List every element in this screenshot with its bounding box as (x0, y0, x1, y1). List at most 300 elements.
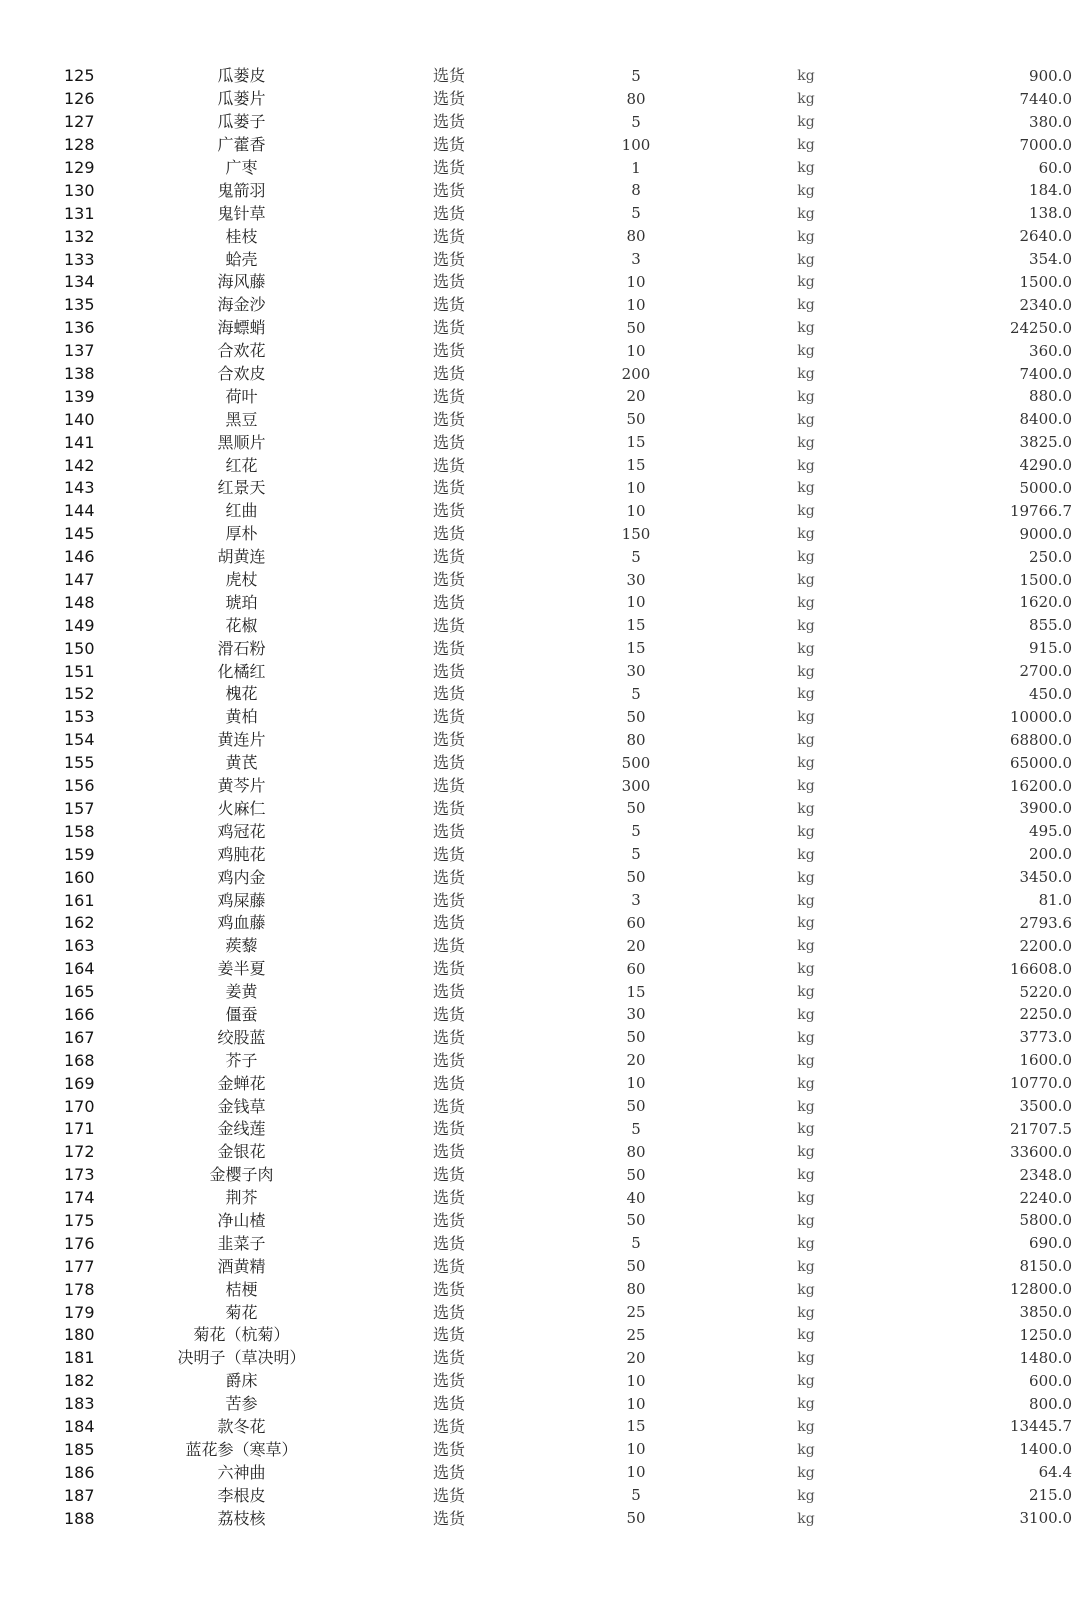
row-number-cell: 125 (64, 66, 95, 86)
herb-name-cell: 合欢花 (217, 341, 266, 361)
table-row (52, 546, 1080, 569)
table-row (52, 271, 1080, 294)
grade-type-cell: 选货 (432, 1142, 465, 1162)
amount-cell: 495.0 (1029, 822, 1072, 841)
grade-type-cell: 选货 (432, 272, 465, 292)
row-number-cell: 162 (64, 913, 95, 933)
unit-cell: kg (797, 594, 815, 611)
herb-name-cell: 芥子 (225, 1050, 258, 1070)
herb-name-cell: 黑豆 (225, 409, 258, 429)
unit-cell: kg (797, 114, 815, 131)
quantity-cell: 5 (631, 1234, 641, 1253)
quantity-cell: 1 (631, 158, 641, 177)
table-row (52, 1370, 1080, 1393)
herb-name-cell: 鸡血藤 (217, 913, 266, 933)
quantity-cell: 50 (626, 1211, 646, 1230)
herb-name-cell: 瓜蒌子 (217, 112, 266, 132)
table-row (52, 1255, 1080, 1278)
herb-name-cell: 鸡内金 (217, 867, 266, 887)
table-row (52, 340, 1080, 363)
grade-type-cell: 选货 (432, 1348, 465, 1368)
table-row (52, 683, 1080, 706)
herb-name-cell: 金樱子肉 (209, 1165, 274, 1185)
amount-cell: 138.0 (1029, 204, 1072, 223)
table-row (52, 637, 1080, 660)
table-row (52, 1049, 1080, 1072)
row-number-cell: 177 (64, 1256, 95, 1276)
table-row (52, 1301, 1080, 1324)
table-row (52, 157, 1080, 180)
herb-name-cell: 广藿香 (217, 135, 266, 155)
herb-name-cell: 菊花 (225, 1302, 258, 1322)
unit-cell: kg (797, 1144, 815, 1161)
quantity-cell: 20 (626, 1051, 646, 1070)
amount-cell: 354.0 (1029, 250, 1072, 269)
grade-type-cell: 选货 (432, 180, 465, 200)
quantity-cell: 50 (626, 1509, 646, 1528)
table-row (52, 866, 1080, 889)
amount-cell: 7440.0 (1019, 89, 1072, 108)
unit-cell: kg (797, 160, 815, 176)
row-number-cell: 154 (64, 730, 95, 750)
amount-cell: 3773.0 (1019, 1028, 1072, 1047)
quantity-cell: 50 (626, 1257, 646, 1276)
amount-cell: 855.0 (1029, 616, 1072, 635)
grade-type-cell: 选货 (432, 135, 465, 155)
grade-type-cell: 选货 (432, 1508, 465, 1528)
herb-name-cell: 虎杖 (225, 570, 258, 590)
row-number-cell: 147 (64, 570, 95, 590)
grade-type-cell: 选货 (432, 478, 465, 498)
herb-name-cell: 鬼针草 (217, 203, 266, 223)
quantity-cell: 5 (631, 822, 641, 841)
grade-type-cell: 选货 (432, 890, 465, 910)
grade-type-cell: 选货 (432, 1165, 465, 1185)
quantity-cell: 50 (626, 799, 646, 818)
unit-cell: kg (797, 366, 815, 383)
amount-cell: 800.0 (1029, 1394, 1072, 1413)
grade-type-cell: 选货 (432, 1073, 465, 1093)
grade-type-cell: 选货 (432, 66, 465, 86)
herb-name-cell: 黑顺片 (217, 432, 266, 452)
grade-type-cell: 选货 (432, 1394, 465, 1414)
table-row (52, 843, 1080, 866)
unit-cell: kg (797, 1098, 815, 1115)
herb-name-cell: 滑石粉 (217, 638, 266, 658)
grade-type-cell: 选货 (432, 547, 465, 567)
row-number-cell: 186 (64, 1462, 95, 1482)
unit-cell: kg (797, 1235, 815, 1252)
grade-type-cell: 选货 (432, 936, 465, 956)
quantity-cell: 300 (621, 776, 651, 795)
table-row (52, 1210, 1080, 1233)
unit-cell: kg (797, 205, 815, 222)
amount-cell: 2348.0 (1019, 1165, 1072, 1184)
amount-cell: 24250.0 (1009, 318, 1072, 337)
herb-name-cell: 菊花（杭菊） (193, 1325, 290, 1345)
unit-cell: kg (797, 343, 815, 360)
grade-type-cell: 选货 (432, 1371, 465, 1391)
unit-cell: kg (797, 732, 815, 749)
herb-name-cell: 海金沙 (217, 295, 266, 315)
row-number-cell: 143 (64, 478, 95, 498)
row-number-cell: 155 (64, 753, 95, 773)
grade-type-cell: 选货 (432, 1485, 465, 1505)
grade-type-cell: 选货 (432, 707, 465, 727)
table-row (52, 1507, 1080, 1530)
unit-cell: kg (797, 686, 815, 703)
unit-cell: kg (797, 1212, 815, 1229)
amount-cell: 4290.0 (1019, 456, 1072, 475)
unit-cell: kg (797, 91, 815, 108)
quantity-cell: 10 (626, 1394, 646, 1413)
row-number-cell: 134 (64, 272, 95, 292)
table-row (52, 1095, 1080, 1118)
unit-cell: kg (797, 1373, 815, 1390)
quantity-cell: 50 (626, 1028, 646, 1047)
amount-cell: 68800.0 (1009, 730, 1072, 749)
table-row (52, 660, 1080, 683)
table-body (52, 65, 1080, 1530)
table-row (52, 523, 1080, 546)
amount-cell: 1620.0 (1019, 593, 1072, 612)
unit-cell: kg (797, 617, 815, 634)
amount-cell: 250.0 (1029, 547, 1072, 566)
quantity-cell: 20 (626, 1348, 646, 1367)
amount-cell: 2340.0 (1019, 295, 1072, 314)
grade-type-cell: 选货 (432, 524, 465, 544)
amount-cell: 2200.0 (1019, 936, 1072, 955)
table-row (52, 65, 1080, 88)
quantity-cell: 10 (626, 1074, 646, 1093)
grade-type-cell: 选货 (432, 867, 465, 887)
quantity-cell: 10 (626, 295, 646, 314)
unit-cell: kg (797, 1281, 815, 1298)
grade-type-cell: 选货 (432, 1279, 465, 1299)
table-row (52, 500, 1080, 523)
amount-cell: 215.0 (1029, 1486, 1072, 1505)
amount-cell: 690.0 (1029, 1234, 1072, 1253)
grade-type-cell: 选货 (432, 1004, 465, 1024)
amount-cell: 5000.0 (1019, 478, 1072, 497)
herb-name-cell: 厚朴 (225, 524, 258, 544)
herb-name-cell: 火麻仁 (217, 798, 266, 818)
row-number-cell: 181 (64, 1348, 95, 1368)
unit-cell: kg (797, 68, 815, 85)
row-number-cell: 137 (64, 341, 95, 361)
row-number-cell: 144 (64, 501, 95, 521)
unit-cell: kg (797, 1121, 815, 1138)
table-row (52, 798, 1080, 821)
herb-name-cell: 金蝉花 (217, 1073, 266, 1093)
table-row (52, 1118, 1080, 1141)
table-row (52, 935, 1080, 958)
table-row (52, 248, 1080, 271)
herb-price-table (52, 65, 1080, 1530)
table-row (52, 385, 1080, 408)
herb-name-cell: 姜黄 (225, 982, 258, 1002)
row-number-cell: 149 (64, 615, 95, 635)
amount-cell: 10000.0 (1009, 707, 1072, 726)
row-number-cell: 187 (64, 1485, 95, 1505)
herb-name-cell: 黄柏 (225, 707, 258, 727)
herb-name-cell: 韭菜子 (217, 1233, 266, 1253)
table-row (52, 1026, 1080, 1049)
herb-name-cell: 红曲 (225, 501, 258, 521)
herb-name-cell: 红景天 (217, 478, 266, 498)
herb-name-cell: 爵床 (225, 1371, 258, 1391)
unit-cell: kg (797, 137, 815, 154)
unit-cell: kg (797, 1075, 815, 1092)
grade-type-cell: 选货 (432, 1027, 465, 1047)
row-number-cell: 157 (64, 798, 95, 818)
amount-cell: 1500.0 (1019, 272, 1072, 291)
herb-name-cell: 僵蚕 (225, 1004, 258, 1024)
unit-cell: kg (797, 572, 815, 589)
row-number-cell: 141 (64, 432, 95, 452)
grade-type-cell: 选货 (432, 1462, 465, 1482)
table-row (52, 958, 1080, 981)
quantity-cell: 3 (631, 891, 641, 909)
row-number-cell: 130 (64, 180, 95, 200)
table-row (52, 111, 1080, 134)
unit-cell: kg (797, 526, 815, 543)
unit-cell: kg (797, 640, 815, 657)
unit-cell: kg (797, 1258, 815, 1275)
quantity-cell: 15 (626, 639, 646, 658)
grade-type-cell: 选货 (432, 1325, 465, 1345)
quantity-cell: 5 (631, 204, 641, 223)
row-number-cell: 165 (64, 982, 95, 1002)
grade-type-cell: 选货 (432, 1050, 465, 1070)
grade-type-cell: 选货 (432, 89, 465, 109)
quantity-cell: 5 (631, 1119, 641, 1138)
quantity-cell: 50 (626, 707, 646, 726)
grade-type-cell: 选货 (432, 386, 465, 406)
grade-type-cell: 选货 (432, 1096, 465, 1116)
unit-cell: kg (797, 1190, 815, 1207)
row-number-cell: 160 (64, 867, 95, 887)
herb-name-cell: 姜半夏 (217, 959, 266, 979)
row-number-cell: 171 (64, 1119, 95, 1139)
quantity-cell: 500 (621, 753, 651, 772)
row-number-cell: 138 (64, 364, 95, 384)
quantity-cell: 30 (626, 1005, 646, 1024)
herb-name-cell: 荷叶 (225, 386, 258, 406)
herb-name-cell: 琥珀 (225, 592, 258, 612)
row-number-cell: 131 (64, 203, 95, 223)
quantity-cell: 30 (626, 662, 646, 681)
unit-cell: kg (797, 1167, 815, 1184)
table-row (52, 912, 1080, 935)
herb-name-cell: 海风藤 (217, 272, 266, 292)
herb-name-cell: 海螵蛸 (217, 318, 266, 338)
amount-cell: 200.0 (1029, 845, 1072, 864)
unit-cell: kg (797, 228, 815, 245)
quantity-cell: 5 (631, 845, 641, 864)
grade-type-cell: 选货 (432, 249, 465, 269)
grade-type-cell: 选货 (432, 226, 465, 246)
unit-cell: kg (797, 778, 815, 795)
amount-cell: 21707.5 (1009, 1119, 1072, 1138)
row-number-cell: 126 (64, 89, 95, 109)
unit-cell: kg (797, 182, 815, 199)
row-number-cell: 128 (64, 135, 95, 155)
amount-cell: 2793.6 (1019, 913, 1072, 932)
herb-name-cell: 桂枝 (225, 226, 258, 246)
quantity-cell: 5 (631, 1486, 641, 1505)
unit-cell: kg (797, 388, 815, 405)
quantity-cell: 10 (626, 478, 646, 497)
unit-cell: kg (797, 549, 815, 566)
quantity-cell: 80 (626, 227, 646, 246)
row-number-cell: 173 (64, 1165, 95, 1185)
unit-cell: kg (797, 274, 815, 291)
quantity-cell: 10 (626, 1463, 646, 1482)
table-row (52, 1461, 1080, 1484)
grade-type-cell: 选货 (432, 776, 465, 796)
herb-name-cell: 荔枝核 (217, 1508, 266, 1528)
row-number-cell: 145 (64, 524, 95, 544)
amount-cell: 7400.0 (1019, 364, 1072, 383)
row-number-cell: 163 (64, 936, 95, 956)
amount-cell: 10770.0 (1009, 1074, 1072, 1093)
herb-name-cell: 绞股蓝 (217, 1027, 266, 1047)
table-row (52, 729, 1080, 752)
unit-cell: kg (797, 1396, 815, 1413)
amount-cell: 5800.0 (1019, 1211, 1072, 1230)
table-row (52, 88, 1080, 111)
amount-cell: 1480.0 (1019, 1348, 1072, 1367)
table-row (52, 1232, 1080, 1255)
amount-cell: 2250.0 (1019, 1005, 1072, 1024)
table-row (52, 614, 1080, 637)
herb-name-cell: 苦参 (225, 1394, 258, 1414)
grade-type-cell: 选货 (432, 1233, 465, 1253)
row-number-cell: 156 (64, 776, 95, 796)
unit-cell: kg (797, 915, 815, 932)
grade-type-cell: 选货 (432, 455, 465, 475)
amount-cell: 2700.0 (1019, 662, 1072, 681)
quantity-cell: 15 (626, 1417, 646, 1436)
table-row (52, 1484, 1080, 1507)
grade-type-cell: 选货 (432, 364, 465, 384)
amount-cell: 33600.0 (1009, 1142, 1072, 1161)
unit-cell: kg (797, 1327, 815, 1344)
row-number-cell: 169 (64, 1073, 95, 1093)
unit-cell: kg (797, 709, 815, 726)
herb-name-cell: 李根皮 (217, 1485, 266, 1505)
grade-type-cell: 选货 (432, 798, 465, 818)
unit-cell: kg (797, 457, 815, 474)
amount-cell: 1500.0 (1019, 570, 1072, 589)
unit-cell: kg (797, 1441, 815, 1458)
quantity-cell: 80 (626, 730, 646, 749)
grade-type-cell: 选货 (432, 112, 465, 132)
unit-cell: kg (797, 663, 815, 680)
amount-cell: 12800.0 (1009, 1280, 1072, 1299)
unit-cell: kg (797, 938, 815, 955)
quantity-cell: 10 (626, 593, 646, 612)
table-row (52, 179, 1080, 202)
quantity-cell: 50 (626, 410, 646, 429)
quantity-cell: 100 (621, 135, 651, 154)
row-number-cell: 140 (64, 409, 95, 429)
row-number-cell: 174 (64, 1188, 95, 1208)
row-number-cell: 164 (64, 959, 95, 979)
grade-type-cell: 选货 (432, 661, 465, 681)
table-row (52, 134, 1080, 157)
amount-cell: 7000.0 (1019, 135, 1072, 154)
table-row (52, 569, 1080, 592)
quantity-cell: 60 (626, 913, 646, 932)
quantity-cell: 5 (631, 112, 641, 131)
row-number-cell: 148 (64, 592, 95, 612)
table-row (52, 1416, 1080, 1439)
herb-name-cell: 胡黄连 (217, 547, 266, 567)
herb-name-cell: 蓝花参（寒草） (185, 1439, 298, 1459)
table-row (52, 1164, 1080, 1187)
row-number-cell: 185 (64, 1439, 95, 1459)
unit-cell: kg (797, 755, 815, 772)
table-row (52, 477, 1080, 500)
amount-cell: 8400.0 (1019, 410, 1072, 429)
row-number-cell: 153 (64, 707, 95, 727)
row-number-cell: 161 (64, 890, 95, 910)
quantity-cell: 5 (631, 684, 641, 703)
grade-type-cell: 选货 (432, 318, 465, 338)
unit-cell: kg (797, 297, 815, 314)
table-row (52, 1278, 1080, 1301)
table-row (52, 408, 1080, 431)
quantity-cell: 150 (621, 524, 651, 543)
grade-type-cell: 选货 (432, 753, 465, 773)
amount-cell: 3100.0 (1019, 1509, 1072, 1528)
grade-type-cell: 选货 (432, 1439, 465, 1459)
quantity-cell: 15 (626, 433, 646, 452)
unit-cell: kg (797, 1487, 815, 1504)
amount-cell: 450.0 (1029, 684, 1072, 703)
table-row (52, 294, 1080, 317)
row-number-cell: 150 (64, 638, 95, 658)
grade-type-cell: 选货 (432, 158, 465, 177)
table-row (52, 752, 1080, 775)
herb-name-cell: 鬼箭羽 (217, 180, 266, 200)
amount-cell: 3500.0 (1019, 1097, 1072, 1116)
row-number-cell: 166 (64, 1004, 95, 1024)
amount-cell: 900.0 (1029, 66, 1072, 85)
row-number-cell: 176 (64, 1233, 95, 1253)
grade-type-cell: 选货 (432, 1256, 465, 1276)
quantity-cell: 25 (626, 1325, 646, 1344)
quantity-cell: 80 (626, 1280, 646, 1299)
quantity-cell: 15 (626, 456, 646, 475)
grade-type-cell: 选货 (432, 1119, 465, 1139)
quantity-cell: 10 (626, 341, 646, 360)
row-number-cell: 158 (64, 821, 95, 841)
row-number-cell: 127 (64, 112, 95, 132)
table-row (52, 317, 1080, 340)
amount-cell: 1400.0 (1019, 1440, 1072, 1459)
grade-type-cell: 选货 (432, 821, 465, 841)
amount-cell: 60.0 (1038, 158, 1072, 177)
herb-name-cell: 荆芥 (225, 1188, 258, 1208)
quantity-cell: 10 (626, 501, 646, 520)
row-number-cell: 179 (64, 1302, 95, 1322)
grade-type-cell: 选货 (432, 615, 465, 635)
grade-type-cell: 选货 (432, 341, 465, 361)
quantity-cell: 25 (626, 1303, 646, 1322)
